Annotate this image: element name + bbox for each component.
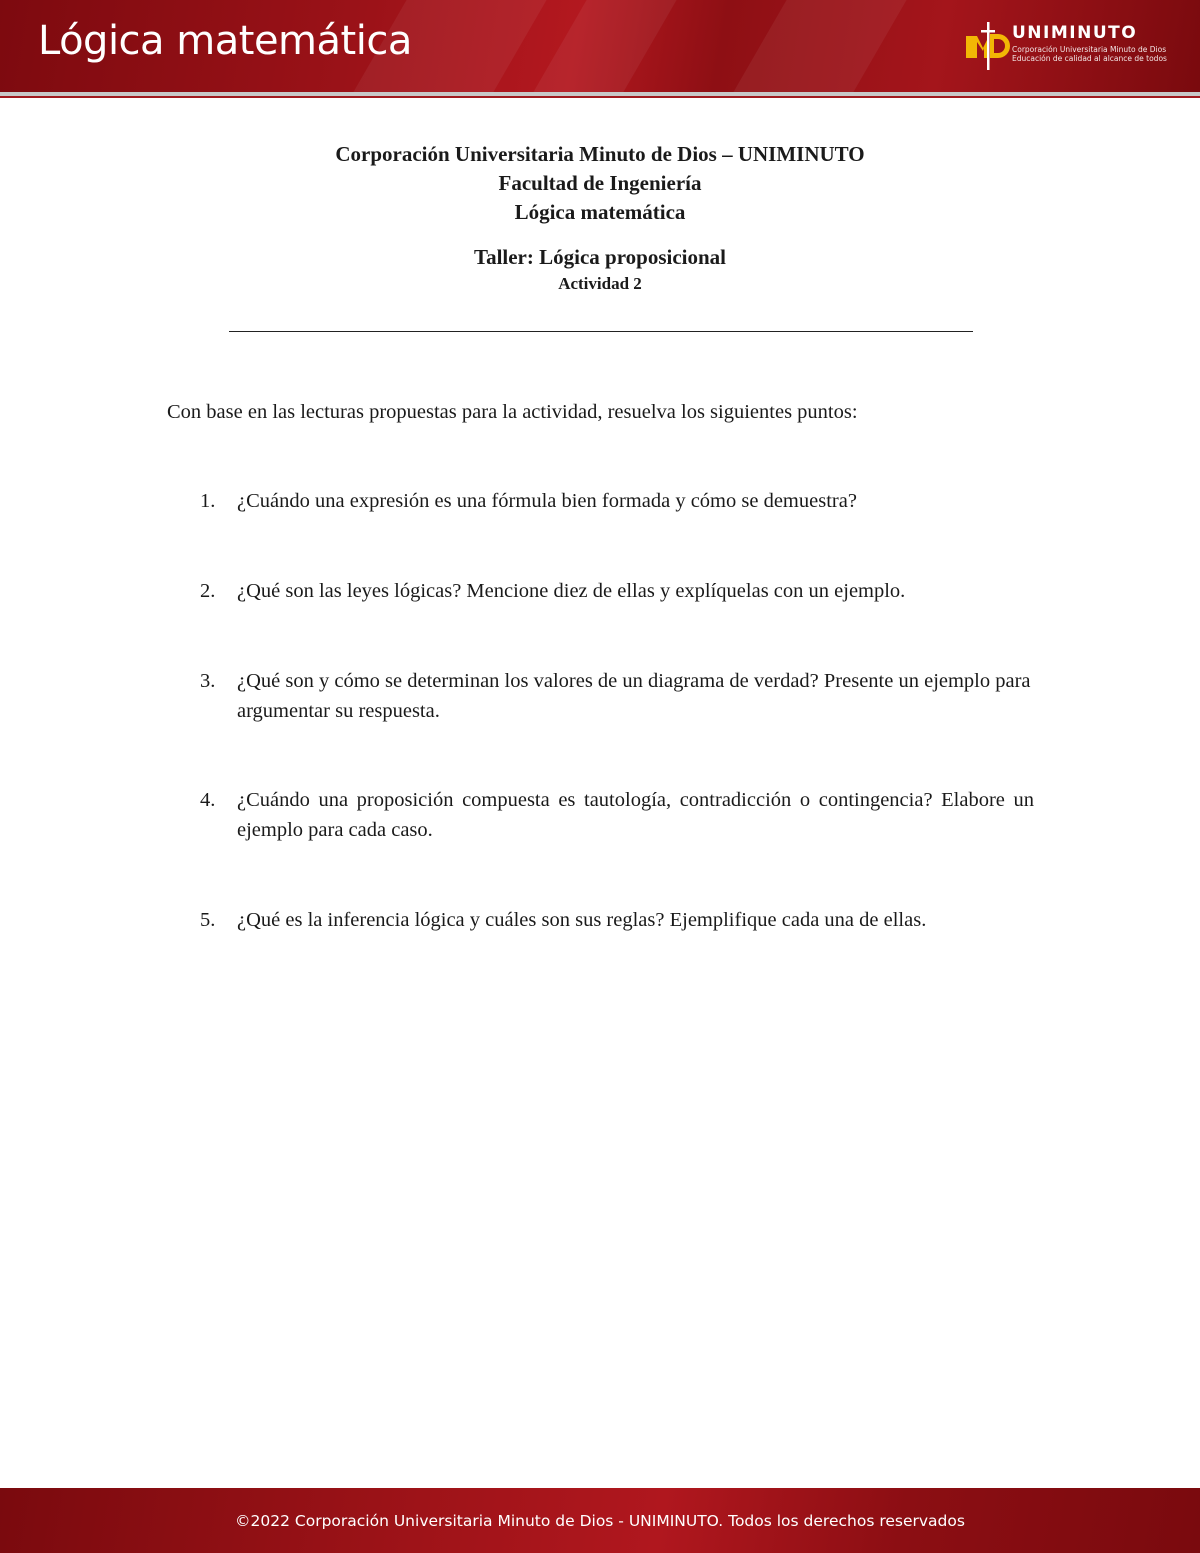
title-divider — [229, 331, 973, 332]
list-item — [192, 785, 1034, 845]
logo-subtitle-line1: Corporación Universitaria Minuto de Dios — [1012, 45, 1167, 54]
list-item — [192, 905, 1034, 935]
uniminuto-logo — [966, 20, 1166, 74]
institution-name: Corporación Universitaria Minuto de Dios – UNIMINUTO — [335, 142, 865, 166]
question-text: ¿Qué es la inferencia lógica y cuáles son sus reglas? Ejemplifique cada una de ellas. — [237, 909, 927, 931]
page-header — [0, 0, 1200, 92]
question-number: 1. — [200, 490, 216, 512]
question-text: ¿Qué son las leyes lógicas? Mencione diez de ellas y explíquelas con un ejemplo. — [237, 580, 906, 602]
question-number: 5. — [200, 909, 216, 931]
activity-label: Actividad 2 — [558, 274, 642, 293]
header-rule-accent — [0, 96, 1200, 98]
question-number: 3. — [200, 670, 216, 692]
course-name: Lógica matemática — [514, 200, 686, 224]
header-decor-stripe — [533, 0, 676, 92]
logo-subtitle-line2: Educación de calidad al alcance de todos — [1012, 54, 1167, 63]
list-item — [192, 666, 1034, 726]
question-number: 2. — [200, 580, 216, 602]
question-text: ¿Cuándo una expresión es una fórmula bien formada y cómo se demuestra? — [237, 490, 857, 512]
logo-name: UNIMINUTO — [1012, 23, 1138, 43]
faculty-name: Facultad de Ingeniería — [498, 171, 702, 195]
list-item — [192, 576, 1034, 606]
uniminuto-logo-icon — [966, 22, 1010, 70]
list-item — [192, 486, 1034, 516]
copyright-text: ©2022 Corporación Universitaria Minuto de Dios - UNIMINUTO. Todos los derechos reservados — [235, 1512, 965, 1530]
header-decor-stripe — [733, 0, 906, 92]
question-text: ¿Cuándo una proposición compuesta es tautología, contradicción o contingencia? Elabore un ejemplo para cada caso. — [237, 789, 1034, 841]
page-footer — [0, 1488, 1200, 1553]
question-number: 4. — [200, 789, 216, 811]
document-title-block — [0, 140, 1200, 296]
question-text: ¿Qué son y cómo se determinan los valores de un diagrama de verdad? Presente un ejemplo para argumentar su respuesta. — [237, 670, 1031, 722]
logo-subtitle — [1012, 45, 1167, 63]
intro-paragraph: Con base en las lecturas propuestas para la actividad, resuelva los siguientes puntos: — [167, 401, 858, 423]
header-title: Lógica matemática — [38, 18, 412, 64]
workshop-title: Taller: Lógica proposicional — [473, 245, 727, 269]
